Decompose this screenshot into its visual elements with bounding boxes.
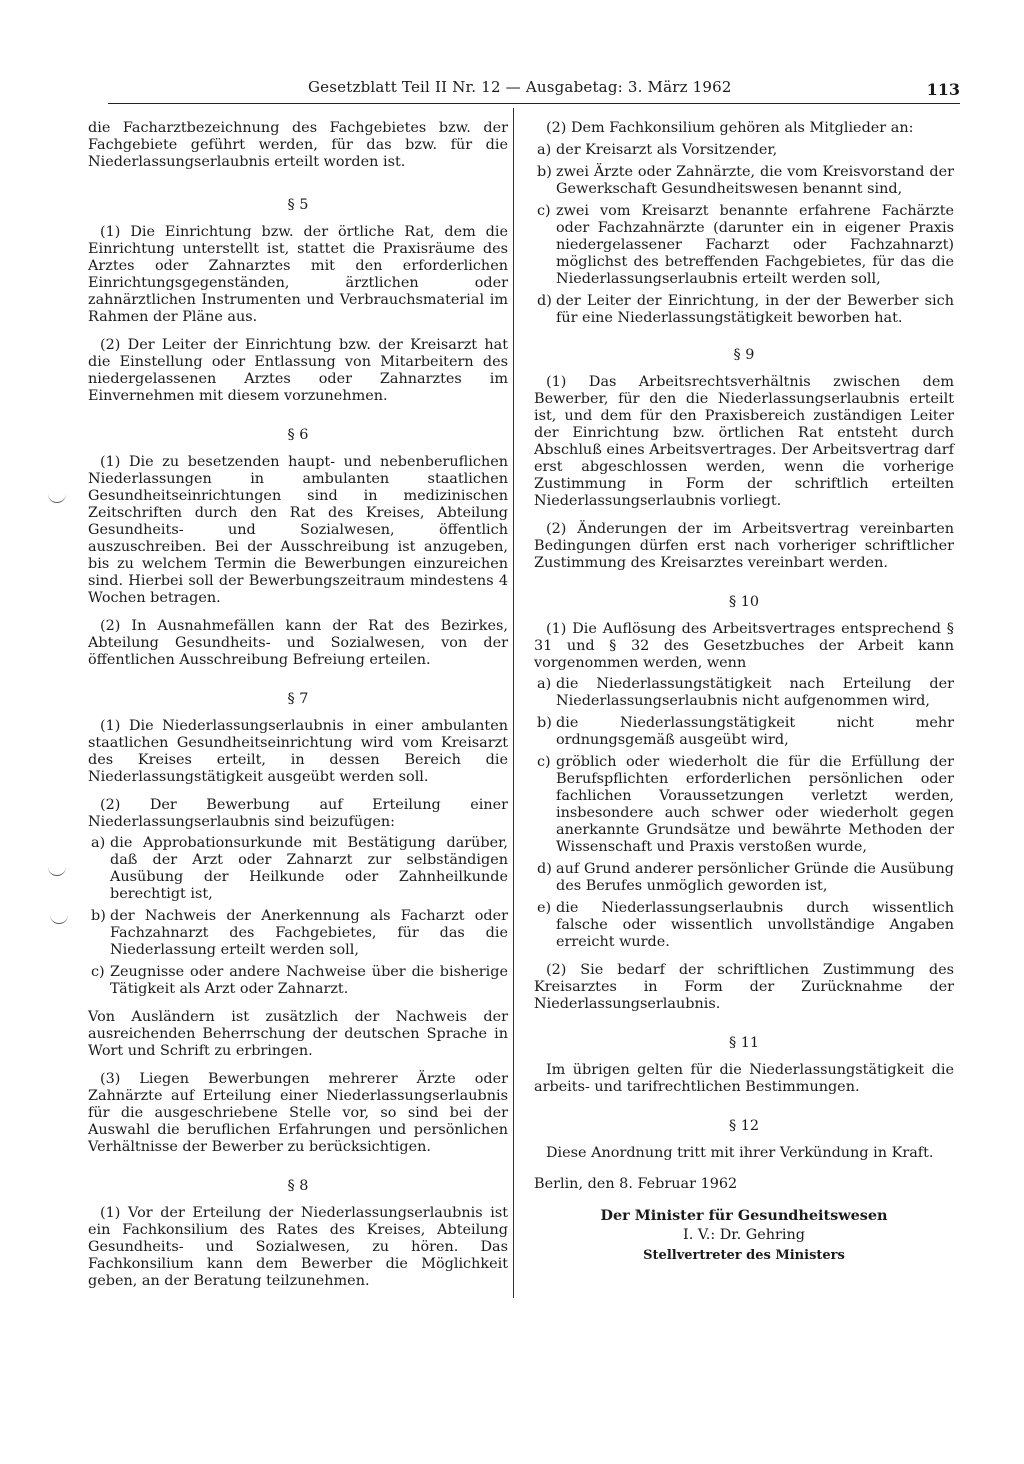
- list-label: c): [537, 203, 551, 219]
- list-item: [88, 908, 508, 959]
- list-label: d): [537, 293, 552, 309]
- paragraph: (2) Dem Fachkonsilium gehören als Mitglieder an:: [546, 120, 914, 136]
- list-text: die Niederlassungserlaubnis durch wissentlich falsche oder wissentlich unvollständige Angaben erreicht wurde.: [556, 900, 954, 950]
- list-label: a): [537, 676, 552, 692]
- signatory-minister: Der Minister für Gesundheitswesen: [600, 1207, 888, 1224]
- list-text: gröblich oder wiederholt die für die Erfüllung der Berufspflichten erforderlichen persönlichen oder fachlichen Voraussetzungen verletzt werden, insbesondere auch schwer oder wiederholt gegen anerkannte Grundsätze und bewährte Methoden der Wissenschaft und Praxis verstoßen wurde,: [556, 754, 954, 855]
- list-label: c): [91, 964, 105, 980]
- page-number: 113: [926, 80, 960, 99]
- list-label: a): [537, 142, 552, 158]
- section-heading-5: § 5: [287, 197, 309, 213]
- section-heading-8: § 8: [287, 1178, 309, 1194]
- list-text: auf Grund anderer persönlicher Gründe die Ausübung des Berufes unmöglich geworden ist,: [556, 861, 954, 894]
- list-text: zwei Ärzte oder Zahnärzte, die vom Kreisvorstand der Gewerkschaft Gesundheitswesen benannt sind,: [556, 164, 954, 197]
- list-item: [534, 164, 954, 198]
- paragraph: (2) Änderungen der im Arbeitsvertrag vereinbarten Bedingungen dürfen erst nach vorheriger schriftlicher Zustimmung des Kreisarztes vereinbart werden.: [534, 521, 954, 571]
- margin-mark: [48, 493, 66, 503]
- list-text: der Kreisarzt als Vorsitzender,: [556, 142, 778, 158]
- list-item: [534, 142, 954, 159]
- list-item: [534, 293, 954, 327]
- list-item: [534, 900, 954, 951]
- list-text: der Nachweis der Anerkennung als Facharzt oder Fachzahnarzt des Fachgebietes, für das die Niederlassung erteilt werden soll,: [110, 908, 508, 958]
- list-item: [534, 676, 954, 710]
- list-item: [534, 715, 954, 749]
- page-header: [108, 78, 960, 104]
- section-heading-11: § 11: [728, 1035, 760, 1051]
- intro-paragraph: die Facharztbezeichnung des Fachgebietes bzw. der Fachgebiete geführt werden, für das bzw. für die Niederlassungserlaubnis erteilt worden ist.: [88, 120, 508, 170]
- paragraph: (2) Der Bewerbung auf Erteilung einer Niederlassungserlaubnis sind beizufügen:: [88, 797, 508, 830]
- list-label: c): [537, 754, 551, 770]
- section-heading-7: § 7: [287, 691, 309, 707]
- list-item: [88, 835, 508, 903]
- paragraph: (2) Sie bedarf der schriftlichen Zustimmung des Kreisarztes in Form der Zurücknahme der Niederlassungserlaubnis.: [534, 962, 954, 1012]
- list-item: [534, 203, 954, 288]
- paragraph: (1) Die zu besetzenden haupt- und nebenberuflichen Niederlassungen in ambulanten staatlichen Gesundheitseinrichtungen sind in medizinischen Zeitschriften durch den Rat des Kreises, Abteilung Gesundheits- und Sozialwesen, öffentlich auszuschreiben. Bei der Ausschreibung ist anzugeben, bis zu welchem Termin die Bewerbungen einzureichen sind. Hierbei soll der Bewerbungszeitraum mindestens 4 Wochen betragen.: [88, 454, 508, 606]
- margin-mark: [48, 866, 66, 876]
- list-label: a): [91, 835, 106, 851]
- list-item: [534, 861, 954, 895]
- paragraph: (1) Vor der Erteilung der Niederlassungserlaubnis ist ein Fachkonsilium des Rates des Kreises, Abteilung Gesundheits- und Sozialwesen, zu hören. Das Fachkonsilium kann dem Bewerber die Möglichkeit geben, an der Beratung teilzunehmen.: [88, 1205, 508, 1289]
- list-text: zwei vom Kreisarzt benannte erfahrene Fachärzte oder Fachzahnärzte (darunter ein in eigener Praxis niedergelassener Facharzt oder Fachzahnarzt) möglichst des betreffenden Fachgebietes, für das die Niederlassungserlaubnis erteilt werden soll,: [556, 203, 954, 287]
- paragraph: Diese Anordnung tritt mit ihrer Verkündung in Kraft.: [546, 1145, 934, 1161]
- paragraph: (1) Das Arbeitsrechtsverhältnis zwischen dem Bewerber, für den die Niederlassungserlaubnis erteilt ist, und dem für den Praxisbereich zuständigen Leiter der Einrichtung bzw. örtlichen Rat entsteht durch Abschluß eines Arbeitsvertrages. Der Arbeitsvertrag darf erst abgeschlossen werden, wenn die vorherige Zustimmung in Form der schriftlich erteilten Niederlassungserlaubnis vorliegt.: [534, 374, 954, 509]
- list-text: die Approbationsurkunde mit Bestätigung darüber, daß der Arzt oder Zahnarzt zur selbständigen Ausübung der Heilkunde oder Zahnheilkunde berechtigt ist,: [110, 835, 508, 902]
- list-label: d): [537, 861, 552, 877]
- paragraph: (2) In Ausnahmefällen kann der Rat des Bezirkes, Abteilung Gesundheits- und Sozialwesen, von der öffentlichen Ausschreibung Befreiung erteilen.: [88, 618, 508, 668]
- signatory-role: Stellvertreter des Ministers: [643, 1248, 845, 1263]
- paragraph: Im übrigen gelten für die Niederlassungstätigkeit die arbeits- und tarifrechtlichen Bestimmungen.: [534, 1062, 954, 1095]
- margin-mark: [50, 914, 68, 924]
- section-heading-6: § 6: [287, 427, 309, 443]
- list-text: die Niederlassungstätigkeit nach Erteilung der Niederlassungserlaubnis nicht aufgenommen wird,: [556, 676, 954, 709]
- left-column: [88, 120, 508, 1290]
- list-label: b): [537, 164, 552, 180]
- section-heading-12: § 12: [728, 1118, 760, 1134]
- paragraph: (1) Die Einrichtung bzw. der örtliche Rat, dem die Einrichtung unterstellt ist, stattet die Praxisräume des Arztes oder Zahnarztes mit den erforderlichen Einrichtungsgegenständen, ärztlichen oder zahnärztlichen Instrumenten und Verbrauchsmaterial im Rahmen der Pläne aus.: [88, 224, 508, 325]
- list-text: der Leiter der Einrichtung, in der der Bewerber sich für eine Niederlassungstätigkeit beworben hat.: [556, 293, 954, 326]
- section-heading-10: § 10: [728, 594, 760, 610]
- list-item: [534, 754, 954, 856]
- section-heading-9: § 9: [733, 347, 755, 363]
- signatory-deputy: I. V.: Dr. Gehring: [683, 1227, 805, 1243]
- list-label: e): [537, 900, 552, 916]
- list-label: b): [91, 908, 106, 924]
- list-text: Zeugnisse oder andere Nachweise über die bisherige Tätigkeit als Arzt oder Zahnarzt.: [110, 964, 508, 997]
- column-divider: [513, 108, 514, 1298]
- paragraph: (3) Liegen Bewerbungen mehrerer Ärzte oder Zahnärzte auf Erteilung einer Niederlassungserlaubnis für die ausgeschriebene Stelle vor, so sind bei der Auswahl die beruflichen Erfahrungen und persönlichen Verhältnisse der Bewerber zu berücksichtigen.: [88, 1071, 508, 1155]
- right-column: [534, 120, 954, 1264]
- header-rule: [108, 103, 960, 104]
- list-text: die Niederlassungstätigkeit nicht mehr ordnungsgemäß ausgeübt wird,: [556, 715, 954, 748]
- paragraph: (1) Die Auflösung des Arbeitsvertrages entsprechend § 31 und § 32 des Gesetzbuches der Arbeit kann vorgenommen werden, wenn: [534, 621, 954, 671]
- gazette-title: Gesetzblatt Teil II Nr. 12 — Ausgabetag: 3. März 1962: [308, 78, 732, 96]
- place-date: Berlin, den 8. Februar 1962: [534, 1176, 738, 1192]
- list-label: b): [537, 715, 552, 731]
- paragraph: Von Ausländern ist zusätzlich der Nachweis der ausreichenden Beherrschung der deutschen Sprache in Wort und Schrift zu erbringen.: [88, 1009, 508, 1059]
- paragraph: (2) Der Leiter der Einrichtung bzw. der Kreisarzt hat die Einstellung oder Entlassung von Mitarbeitern des niedergelassenen Arztes oder Zahnarztes im Einvernehmen mit diesem vorzunehmen.: [88, 337, 508, 404]
- paragraph: (1) Die Niederlassungserlaubnis in einer ambulanten staatlichen Gesundheitseinrichtung wird vom Kreisarzt des Kreises erteilt, in dessen Bereich die Niederlassungstätigkeit ausgeübt werden soll.: [88, 718, 508, 785]
- list-item: [88, 964, 508, 998]
